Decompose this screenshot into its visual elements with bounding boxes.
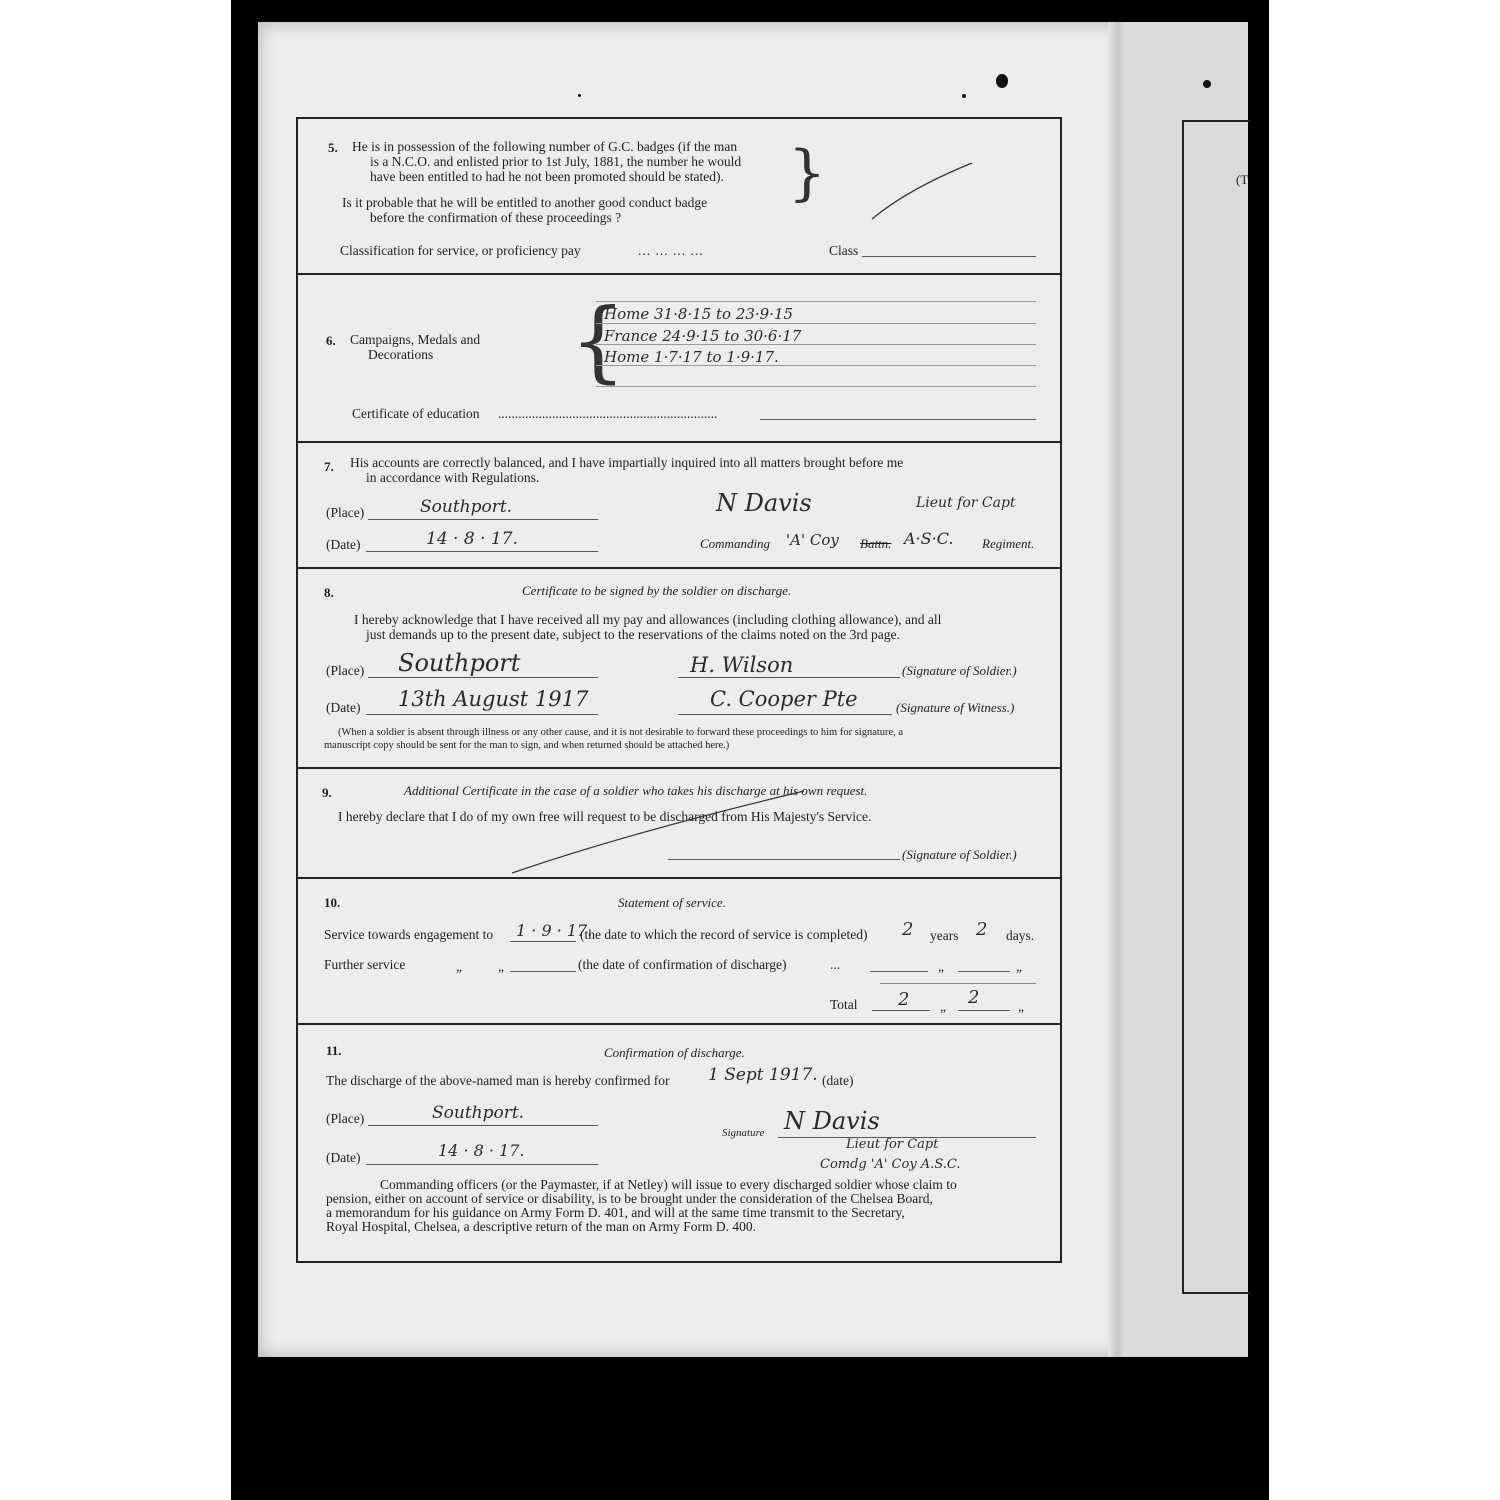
further-years-field[interactable]	[870, 971, 928, 972]
section-8-place-label: (Place)	[326, 663, 365, 678]
education-field[interactable]	[760, 419, 1036, 420]
further-service-label: Further service	[324, 957, 406, 972]
instruction-line-2: pension, either on account of service or disability, is to be brought under the consideration of the Chelsea Board,	[326, 1191, 933, 1206]
signature-label: Signature	[722, 1127, 765, 1139]
section-11-place: Southport.	[432, 1103, 525, 1123]
strike-line	[508, 783, 808, 877]
page-fold	[1108, 22, 1126, 1357]
section-11-heading: Confirmation of discharge.	[604, 1045, 745, 1060]
section-10-heading: Statement of service.	[618, 895, 726, 910]
ditto-mark: „	[498, 959, 504, 974]
section-7-place-field[interactable]	[368, 519, 598, 520]
section-5-line-2: is a N.C.O. and enlisted prior to 1st July, 1881, the number he would	[370, 154, 742, 169]
section-7-place: Southport.	[420, 497, 513, 517]
section-11-date: 14 · 8 · 17.	[438, 1141, 525, 1160]
section-8-date: 13th August 1917	[398, 687, 589, 711]
brace-icon: {	[570, 289, 626, 392]
section-9-line-1: I hereby declare that I do of my own free will request to be discharged from His Majesty's Service.	[338, 809, 872, 824]
commanding-label: Commanding	[700, 536, 771, 551]
education-label: Certificate of education	[352, 406, 480, 421]
instruction-line-1: Commanding officers (or the Paymaster, if at Netley) will issue to every discharged soldier whose claim to	[380, 1177, 957, 1192]
section-7-signature: N Davis	[716, 489, 812, 517]
section-7	[298, 441, 1060, 569]
section-11-date-label: (Date)	[326, 1150, 361, 1165]
section-10-number: 10.	[324, 895, 341, 910]
section-6-number: 6.	[326, 333, 336, 348]
service-line-1-description: (the date to which the record of service is completed)	[580, 927, 868, 942]
section-11-signature: N Davis	[784, 1107, 880, 1135]
total-rule	[880, 983, 1036, 984]
section-6-label-1: Campaigns, Medals and	[350, 332, 481, 347]
section-8-place-field[interactable]	[368, 677, 598, 678]
service-date-field[interactable]	[510, 941, 576, 942]
section-8-line-2: just demands up to the present date, subject to the reservations of the claims noted on the 3rd page.	[366, 627, 900, 642]
regiment-label: Regiment.	[982, 536, 1035, 551]
class-label: Class	[829, 243, 859, 258]
section-8-number: 8.	[324, 585, 334, 600]
service-days: 2	[976, 919, 988, 940]
strike-line	[868, 159, 978, 224]
soldier-signature-field[interactable]	[678, 677, 900, 678]
section-6	[298, 273, 1060, 443]
campaign-rule	[596, 301, 1036, 302]
soldier-signature-label: (Signature of Soldier.)	[902, 663, 1017, 678]
ditto-mark: „	[1016, 959, 1022, 974]
education-dots: .................................................................	[498, 406, 718, 421]
further-days-field[interactable]	[958, 971, 1010, 972]
adjacent-page-frame	[1182, 120, 1250, 1294]
battalion-label: Battn.	[860, 536, 892, 551]
ditto-mark: „	[1018, 999, 1024, 1014]
section-7-line-2: in accordance with Regulations.	[366, 470, 540, 485]
ink-speck	[1203, 80, 1211, 88]
section-5-line-1: He is in possession of the following number of G.C. badges (if the man	[352, 139, 738, 154]
ink-speck	[578, 94, 581, 97]
section-8-heading: Certificate to be signed by the soldier on discharge.	[522, 583, 792, 598]
instruction-line-3: a memorandum for his guidance on Army Form D. 401, and will at the same time transmit to the Secretary,	[326, 1205, 905, 1220]
instruction-line-4: Royal Hospital, Chelsea, a descriptive return of the man on Army Form D. 400.	[326, 1219, 757, 1234]
section-5-line-3: have been entitled to had he not been promoted should be stated).	[370, 169, 724, 184]
section-5-number: 5.	[328, 140, 338, 155]
corps: A·S·C.	[904, 529, 954, 548]
campaign-rule	[596, 386, 1036, 387]
section-7-line-1: His accounts are correctly balanced, and I have impartially inquired into all matters brought before me	[350, 455, 904, 470]
class-field[interactable]	[862, 256, 1036, 257]
years-label: years	[930, 928, 959, 943]
section-8-note-1: (When a soldier is absent through illness or any other cause, and it is not desirable to forward these proceedings to him for signature, a	[338, 727, 904, 738]
service-line-1-label: Service towards engagement to	[324, 927, 494, 942]
section-9-number: 9.	[322, 785, 332, 800]
campaign-entry: Home 31·8·15 to 23·9·15	[604, 305, 794, 323]
section-7-number: 7.	[324, 459, 334, 474]
section-11-number: 11.	[326, 1043, 342, 1058]
confirmation-date: 1 Sept 1917.	[708, 1065, 818, 1085]
section-9	[298, 767, 1060, 879]
company: 'A' Coy	[786, 531, 839, 549]
witness-signature-label: (Signature of Witness.)	[896, 700, 1015, 715]
classification-dots: ... ... ... ...	[638, 243, 704, 258]
further-service-description: (the date of confirmation of discharge)	[578, 957, 787, 972]
ditto-mark: „	[940, 999, 946, 1014]
total-days-field[interactable]	[958, 1010, 1010, 1011]
section-7-date-label: (Date)	[326, 537, 361, 552]
section-11-signature-unit: Comdg 'A' Coy A.S.C.	[820, 1157, 961, 1172]
campaign-entry: France 24·9·15 to 30·6·17	[604, 327, 802, 345]
section-11-date-field[interactable]	[366, 1164, 598, 1165]
service-years: 2	[902, 919, 914, 940]
confirmation-line: The discharge of the above-named man is hereby confirmed for	[326, 1073, 670, 1088]
form-frame	[296, 117, 1062, 1263]
section-5-question-2: before the confirmation of these proceedings ?	[370, 210, 622, 225]
section-11-place-label: (Place)	[326, 1111, 365, 1126]
witness-signature-field[interactable]	[678, 714, 892, 715]
section-7-date-field[interactable]	[366, 551, 598, 552]
section-7-date: 14 · 8 · 17.	[426, 529, 518, 549]
section-9-signature-label: (Signature of Soldier.)	[902, 847, 1017, 862]
section-9-signature-field[interactable]	[668, 859, 900, 860]
ditto-mark: „	[456, 959, 462, 974]
section-11	[298, 1023, 1060, 1261]
section-8-note-2: manuscript copy should be sent for the man to sign, and when returned should be attached here.)	[324, 740, 730, 751]
section-11-place-field[interactable]	[368, 1125, 598, 1126]
adjacent-page	[1120, 22, 1248, 1357]
total-days: 2	[968, 987, 980, 1008]
days-label: days.	[1006, 928, 1035, 943]
campaign-entry: Home 1·7·17 to 1·9·17.	[604, 348, 779, 366]
section-6-label-2: Decorations	[368, 347, 434, 362]
service-date: 1 · 9 · 17.	[516, 921, 593, 940]
ink-speck	[996, 74, 1008, 88]
confirmation-date-label: (date)	[822, 1073, 854, 1088]
ditto-mark: „	[938, 959, 944, 974]
total-years: 2	[898, 989, 910, 1010]
section-8	[298, 567, 1060, 769]
section-7-signature-rank: Lieut for Capt	[916, 495, 1016, 511]
further-service-date-field[interactable]	[510, 971, 576, 972]
soldier-signature: H. Wilson	[690, 653, 794, 677]
section-8-date-field[interactable]	[366, 714, 598, 715]
section-5-question-1: Is it probable that he will be entitled to another good conduct badge	[342, 195, 708, 210]
campaign-rule	[596, 323, 1036, 324]
further-service-dots: ...	[830, 957, 841, 972]
adjacent-page-text: (T	[1236, 172, 1249, 187]
section-8-line-1: I hereby acknowledge that I have received all my pay and allowances (including clothing allowance), and all	[354, 612, 942, 627]
section-9-heading: Additional Certificate in the case of a soldier who takes his discharge at his own request.	[404, 783, 868, 798]
section-10	[298, 877, 1060, 1025]
witness-signature: C. Cooper Pte	[710, 687, 858, 711]
brace-icon: }	[788, 138, 827, 208]
total-years-field[interactable]	[872, 1010, 930, 1011]
section-8-date-label: (Date)	[326, 700, 361, 715]
section-7-place-label: (Place)	[326, 505, 365, 520]
ink-speck	[962, 94, 966, 98]
classification-label: Classification for service, or proficiency pay	[340, 243, 581, 258]
section-8-place: Southport	[398, 649, 521, 677]
section-11-signature-rank: Lieut for Capt	[846, 1137, 939, 1152]
total-label: Total	[830, 997, 858, 1012]
